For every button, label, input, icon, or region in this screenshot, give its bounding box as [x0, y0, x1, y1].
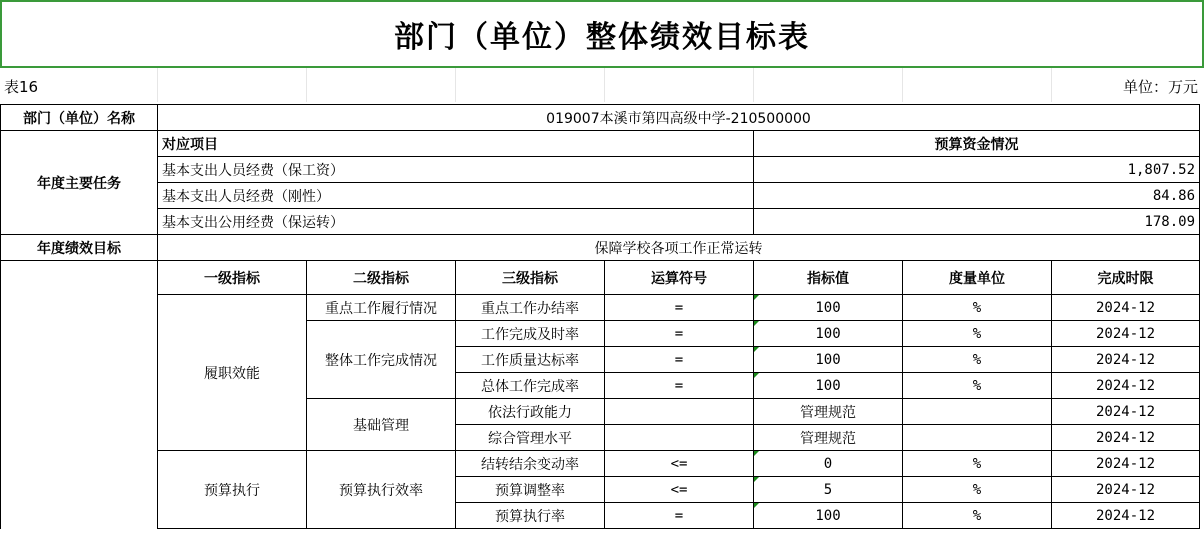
l3-cell: 结转结余变动率 [456, 451, 605, 477]
dept-label: 部门（单位）名称 [1, 105, 158, 131]
l3-cell: 工作质量达标率 [456, 347, 605, 373]
l3-cell: 综合管理水平 [456, 425, 605, 451]
unit-cell [903, 425, 1052, 451]
deadline-cell: 2024-12 [1052, 347, 1200, 373]
l3-cell: 总体工作完成率 [456, 373, 605, 399]
value-cell: 100 [754, 373, 903, 399]
deadline-cell: 2024-12 [1052, 503, 1200, 529]
goal-value: 保障学校各项工作正常运转 [158, 235, 1200, 261]
unit-cell: % [903, 321, 1052, 347]
l1-cell: 履职效能 [158, 295, 307, 451]
blank-cell [1, 261, 158, 529]
header-l3: 三级指标 [456, 261, 605, 295]
unit-label: 单位：万元 [1122, 78, 1198, 96]
task-amount: 84.86 [754, 183, 1200, 209]
operator-cell: <= [605, 477, 754, 503]
meta-row [0, 68, 1204, 102]
header-deadline: 完成时限 [1052, 261, 1200, 295]
operator-cell: = [605, 295, 754, 321]
tasks-header-row [1, 131, 1200, 157]
operator-cell [605, 425, 754, 451]
l3-cell: 重点工作办结率 [456, 295, 605, 321]
unit-cell: % [903, 451, 1052, 477]
deadline-cell: 2024-12 [1052, 373, 1200, 399]
value-cell: 100 [754, 503, 903, 529]
l3-cell: 预算执行率 [456, 503, 605, 529]
tasks-col-budget: 预算资金情况 [754, 131, 1200, 157]
unit-cell [903, 399, 1052, 425]
table-number: 表16 [4, 78, 39, 96]
l2-cell: 整体工作完成情况 [307, 321, 456, 399]
unit-cell: % [903, 477, 1052, 503]
value-cell: 0 [754, 451, 903, 477]
task-row [1, 183, 1200, 209]
value-cell: 100 [754, 295, 903, 321]
deadline-cell: 2024-12 [1052, 399, 1200, 425]
task-amount: 1,807.52 [754, 157, 1200, 183]
deadline-cell: 2024-12 [1052, 451, 1200, 477]
task-amount: 178.09 [754, 209, 1200, 235]
l2-cell: 重点工作履行情况 [307, 295, 456, 321]
l3-cell: 工作完成及时率 [456, 321, 605, 347]
deadline-cell: 2024-12 [1052, 295, 1200, 321]
header-l2: 二级指标 [307, 261, 456, 295]
goal-label: 年度绩效目标 [1, 235, 158, 261]
operator-cell: = [605, 373, 754, 399]
header-operator: 运算符号 [605, 261, 754, 295]
value-cell: 100 [754, 321, 903, 347]
unit-cell: % [903, 373, 1052, 399]
l3-cell: 预算调整率 [456, 477, 605, 503]
operator-cell: = [605, 347, 754, 373]
operator-cell: <= [605, 451, 754, 477]
header-unit: 度量单位 [903, 261, 1052, 295]
task-name: 基本支出公用经费（保运转） [158, 209, 754, 235]
task-name: 基本支出人员经费（刚性） [158, 183, 754, 209]
deadline-cell: 2024-12 [1052, 477, 1200, 503]
tasks-label: 年度主要任务 [1, 131, 158, 235]
l2-cell: 基础管理 [307, 399, 456, 451]
title-banner [0, 0, 1204, 68]
page-title: 部门（单位）整体绩效目标表 [394, 20, 810, 55]
header-value: 指标值 [754, 261, 903, 295]
value-cell: 100 [754, 347, 903, 373]
value-cell: 5 [754, 477, 903, 503]
indicator-row [1, 451, 1200, 477]
operator-cell [605, 399, 754, 425]
task-row [1, 209, 1200, 235]
deadline-cell: 2024-12 [1052, 321, 1200, 347]
deadline-cell: 2024-12 [1052, 425, 1200, 451]
task-name: 基本支出人员经费（保工资） [158, 157, 754, 183]
goal-row [1, 235, 1200, 261]
operator-cell: = [605, 321, 754, 347]
l2-cell: 预算执行效率 [307, 451, 456, 529]
task-row [1, 157, 1200, 183]
indicator-row [1, 295, 1200, 321]
performance-table [0, 104, 1200, 529]
header-l1: 一级指标 [158, 261, 307, 295]
tasks-col-project: 对应项目 [158, 131, 754, 157]
operator-cell: = [605, 503, 754, 529]
dept-value: 019007本溪市第四高级中学-210500000 [158, 105, 1200, 131]
l3-cell: 依法行政能力 [456, 399, 605, 425]
l1-cell: 预算执行 [158, 451, 307, 529]
value-cell: 管理规范 [754, 425, 903, 451]
unit-cell: % [903, 295, 1052, 321]
unit-cell: % [903, 347, 1052, 373]
value-cell: 管理规范 [754, 399, 903, 425]
unit-cell: % [903, 503, 1052, 529]
indicator-header-row [1, 261, 1200, 295]
dept-row [1, 105, 1200, 131]
